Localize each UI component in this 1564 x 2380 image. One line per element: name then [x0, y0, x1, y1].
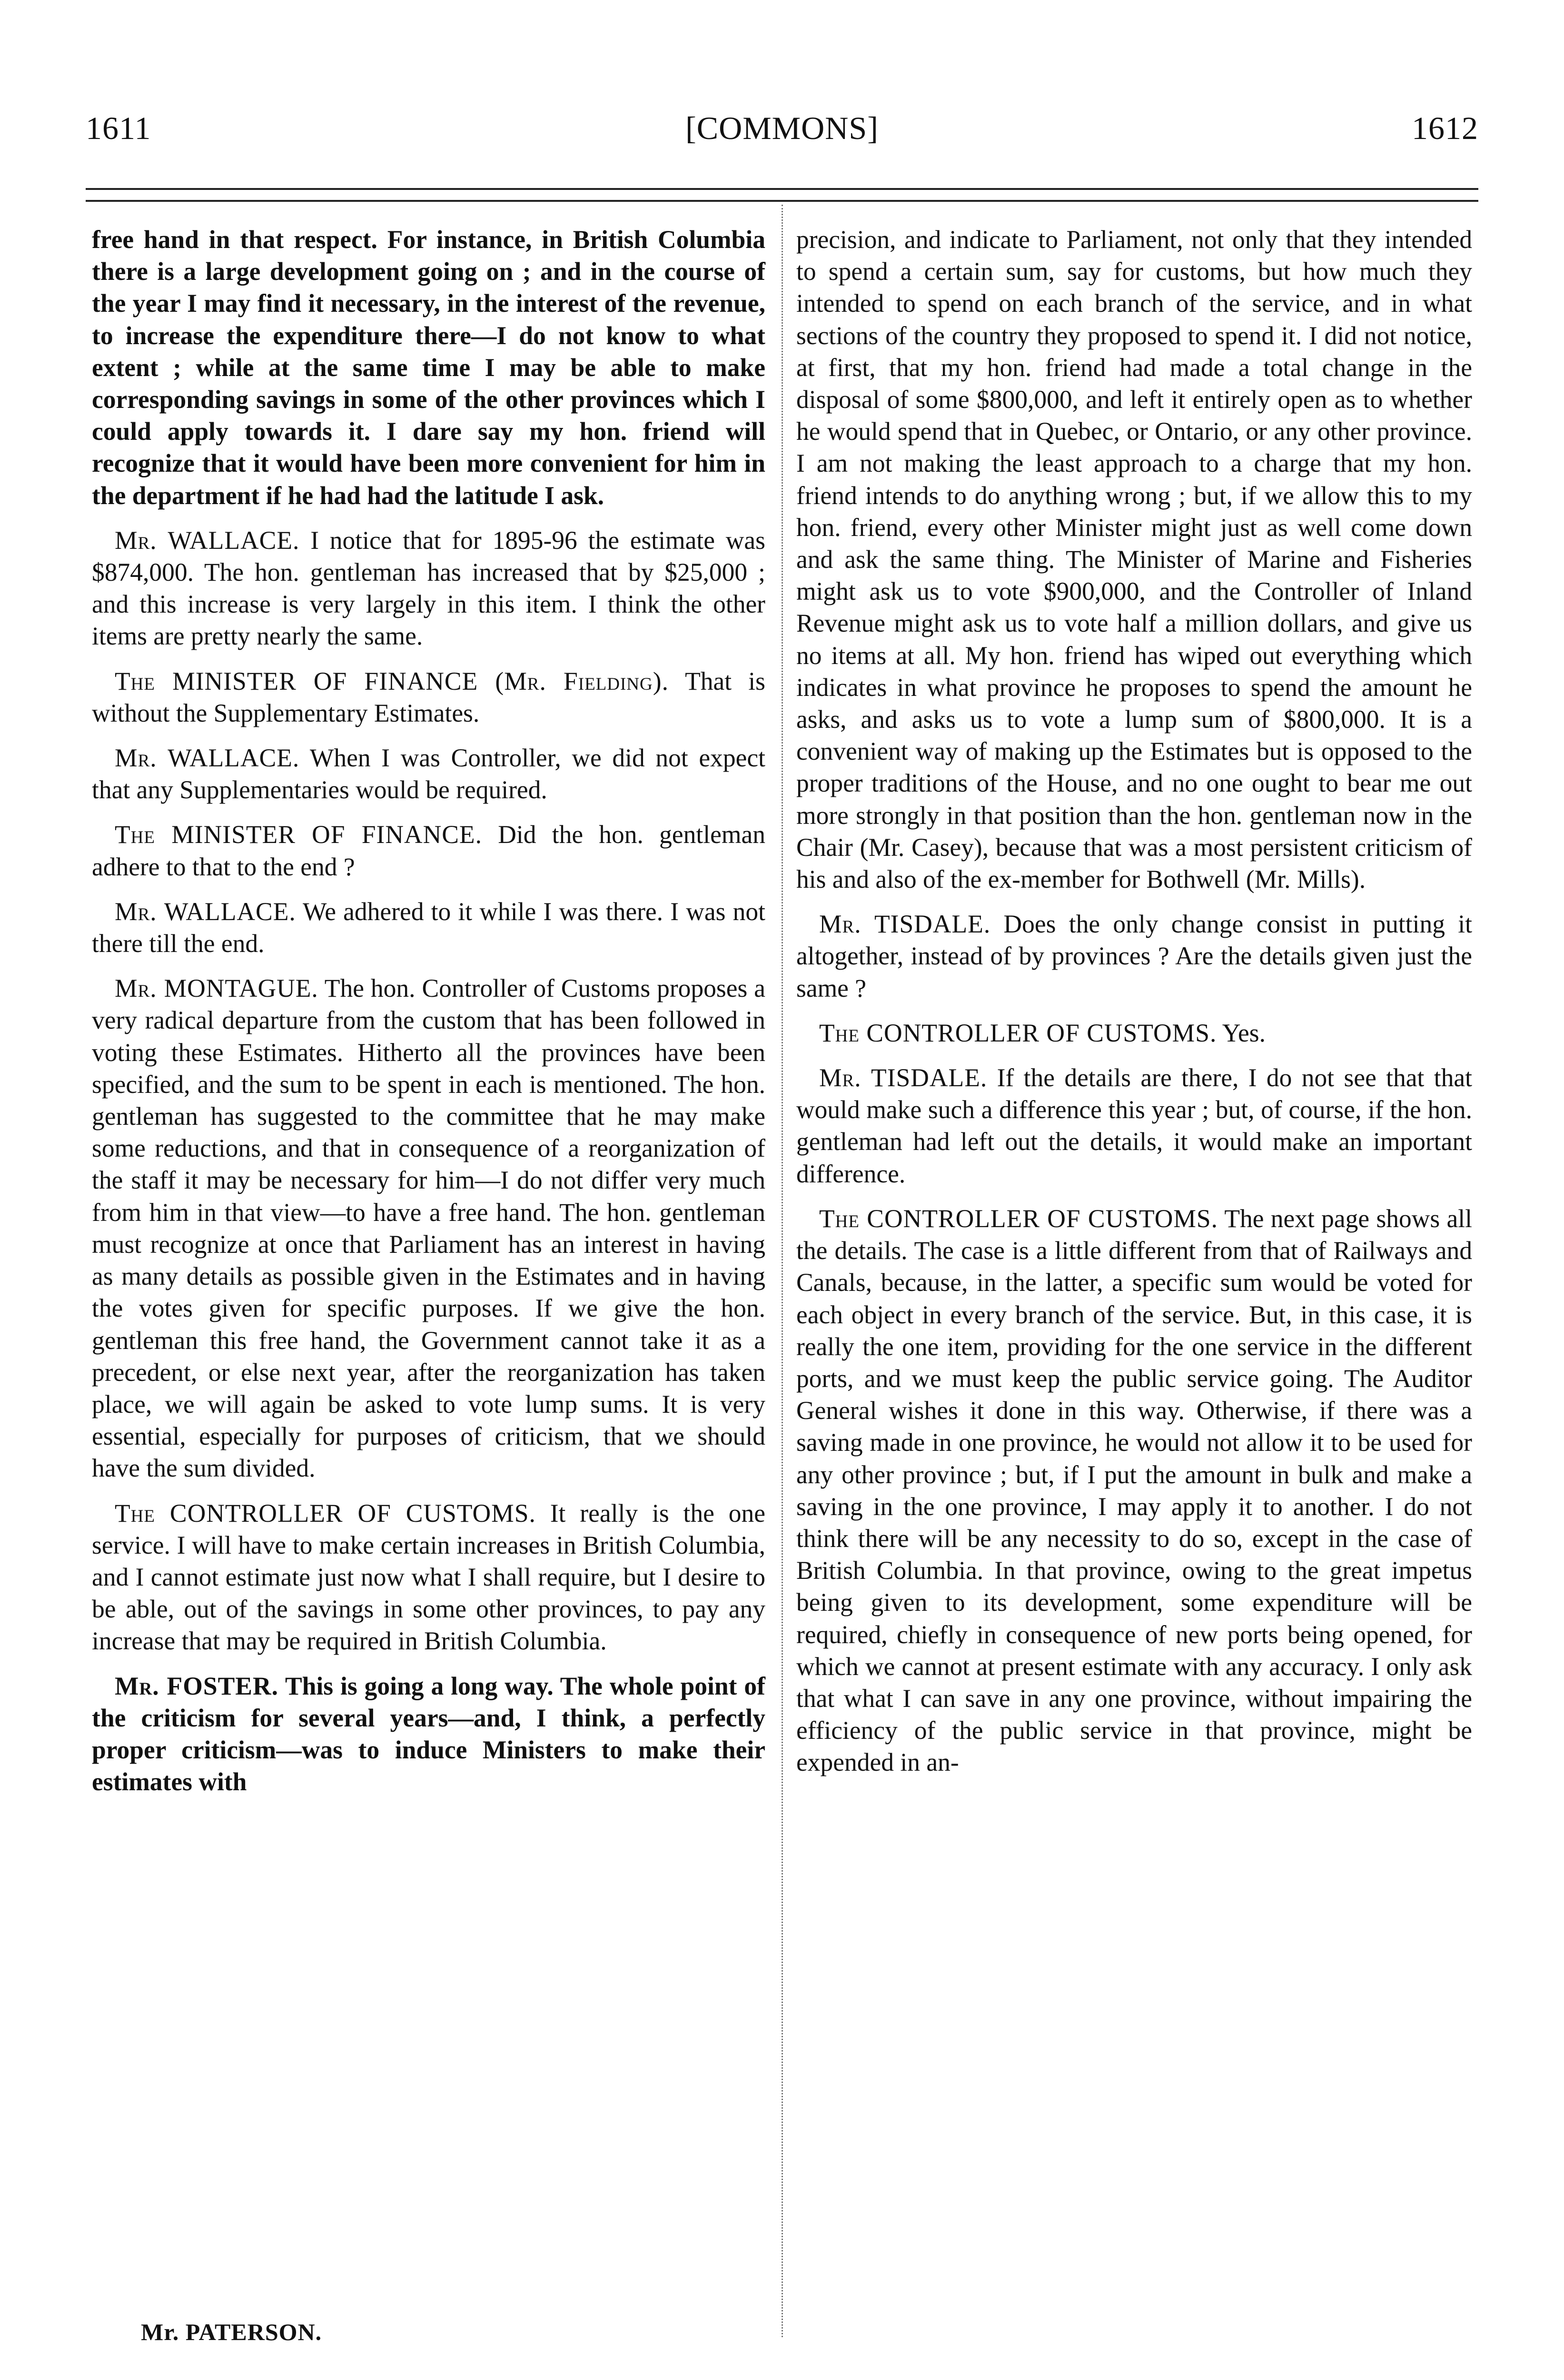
page-title: [COMMONS]: [685, 110, 879, 146]
header-rule-top: [86, 188, 1478, 190]
speaker-name: The CONTROLLER OF CUSTOMS.: [819, 1018, 1217, 1047]
paragraph-text: precision, and indicate to Parliament, not only that they intended to spend a certain sum, say for customs, but how much they intended to spend on each branch of the service, and in what sections of the country they proposed to spend it. I did not notice, at first, that my hon. friend had made a total change in the disposal of some $800,000, and left it entirely open as to whether he would spend that in Quebec, or Ontario, or any other province. I am not making the least approach to a charge that my hon. friend intends to do anything wrong ; but, if we allow this to my hon. friend, every other Minister might just as well come down and ask the same thing. The Minister of Marine and Fisheries might ask us to vote $900,000, and the Controller of Inland Revenue might ask us to vote half a million dollars, and give us no items at all. My hon. friend has wiped out everything which indicates in what province he proposes to spend the amount he asks, and asks us to vote a lump sum of $800,000. It is a convenient way of making up the Estimates but is opposed to the proper traditions of the House, and no one ought to bear me out more strongly in that position than the hon. gentleman now in the Chair (Mr. Casey), because that was a most persistent criticism of his and also of the ex-member for Bothwell (Mr. Mills).: [796, 225, 1472, 894]
page-number-right: 1612: [1412, 110, 1478, 146]
paragraph-text: free hand in that respect. For instance, in British Columbia there is a large development going on ; and in the course of the year I may find it necessary, in the interest of the revenue, to increase the expenditure there—I do not know to what extent ; while at the same time I may be able to make corresponding savings in some of the other provinces which I could apply towards it. I dare say my hon. friend will recognize that it would have been more convenient for him in the department if he had had the latitude I ask.: [92, 225, 765, 510]
speaker-name: Mr. WALLACE.: [115, 744, 300, 773]
paragraph: [796, 908, 1472, 1004]
paragraph: [92, 665, 765, 729]
page-number-left: 1611: [86, 110, 151, 146]
speaker-name: The MINISTER OF FINANCE.: [115, 820, 482, 849]
header-rule-bottom: [86, 200, 1478, 202]
paragraph-text: Does the only change consist in putting it altogether, instead of by provinces ? Are the details given just the same ?: [796, 910, 1473, 1002]
paragraph-text: We adhered to it while I was there. I was not there till the end.: [92, 897, 765, 958]
paragraph-text: When I was Controller, we did not expect that any Supplementaries would be required.: [92, 744, 765, 804]
paragraph: [92, 224, 765, 512]
column-divider: [782, 205, 783, 2337]
paragraph-text: The next page shows all the details. The case is a little different from that of Railways and Canals, because, in the latter, a specific sum would be voted for each object in every branch of the service. But, in this case, it is really the one item, providing for the one service in the different ports, and we must keep the public service going. The Auditor General wishes it done in this way. Otherwise, if there was a saving made in one province, he would not allow it to be used for any other province ; but, if I put the amount in bulk and make a saving in the one province, I may apply it to another. I do not think there will be any necessity to do so, except in the case of British Columbia. In that province, owing to the great impetus being given to its development, some expenditure will be required, chiefly in consequence of new ports being opened, for which we cannot at present estimate with any accuracy. I only ask that what I can save in any one province, without impairing the efficiency of the public service in that province, might be expended in an-: [796, 1204, 1472, 1777]
paragraph: [92, 1497, 765, 1657]
paragraph-text: I notice that for 1895-96 the estimate was $874,000. The hon. gentleman has increased that by $25,000 ; and this increase is very largely in this item. I think the other items are pretty nearly the same.: [92, 526, 765, 651]
speaker-name: Mr. FOSTER.: [115, 1671, 278, 1700]
paragraph-text: Did the hon. gentleman adhere to that to the end ?: [92, 820, 765, 881]
speaker-name: Mr. TISDALE.: [819, 1063, 988, 1092]
left-column: [92, 224, 765, 2337]
speaker-name: Mr. WALLACE.: [115, 526, 300, 555]
paragraph-text: It really is the one service. I will have to make certain increases in British Columbia, and I cannot estimate just now what I shall require, but I desire to be able, out of the savings in some other provinces, to pay any increase that may be required in British Columbia.: [92, 1498, 766, 1656]
paragraph-text: That is without the Supplementary Estimates.: [92, 666, 765, 727]
paragraph-text: If the details are there, I do not see that that would make such a difference this year ; but, of course, if the hon. gentleman had left out the details, it would make an important difference.: [796, 1063, 1472, 1188]
speaker-name: The CONTROLLER OF CUSTOMS.: [819, 1204, 1218, 1233]
speaker-name: The CONTROLLER OF CUSTOMS.: [115, 1498, 536, 1527]
paragraph: [92, 1670, 765, 1798]
paragraph: [796, 1203, 1472, 1779]
paragraph: [92, 742, 765, 806]
paragraph-text: The hon. Controller of Customs proposes a very radical departure from the custom that has been followed in voting these Estimates. Hitherto all the provinces have been specified, and the sum to be spent in each is mentioned. The hon. gentleman has suggested to the committee that he may make some reductions, and that in consequence of a reorganization of the staff it may be necessary for him—I do not differ very much from him in that view—to have a free hand. The hon. gentleman must recognize at once that Parliament has an interest in having as many details as possible given in the Estimates and in having the votes given for specific purposes. If we give the hon. gentleman this free hand, the Government cannot take it as a precedent, or else next year, after the reorganization has taken place, we will again be asked to vote lump sums. It is very essential, especially for purposes of criticism, that we should have the sum divided.: [92, 974, 765, 1483]
paragraph: [796, 1062, 1472, 1190]
page-footer-signature: Mr. PATERSON.: [141, 2319, 322, 2345]
speaker-name: Mr. MONTAGUE.: [115, 974, 318, 1003]
paragraph: [92, 525, 765, 653]
paragraph: [796, 1017, 1472, 1049]
paragraph-text: This is going a long way. The whole point of the criticism for several years—and, I think, a perfectly proper criticism—was to induce Ministers to make their estimates with: [92, 1671, 765, 1796]
speaker-name: The MINISTER OF FINANCE (Mr. Fielding).: [115, 666, 669, 695]
speaker-name: Mr. TISDALE.: [819, 910, 991, 939]
paragraph: [92, 819, 765, 883]
right-column: [796, 224, 1472, 2337]
paragraph-text: Yes.: [1222, 1018, 1266, 1047]
paragraph: [92, 896, 765, 960]
paragraph: [92, 972, 765, 1484]
speaker-name: Mr. WALLACE.: [115, 897, 296, 926]
paragraph: [796, 224, 1472, 895]
page-header: [86, 109, 1478, 162]
